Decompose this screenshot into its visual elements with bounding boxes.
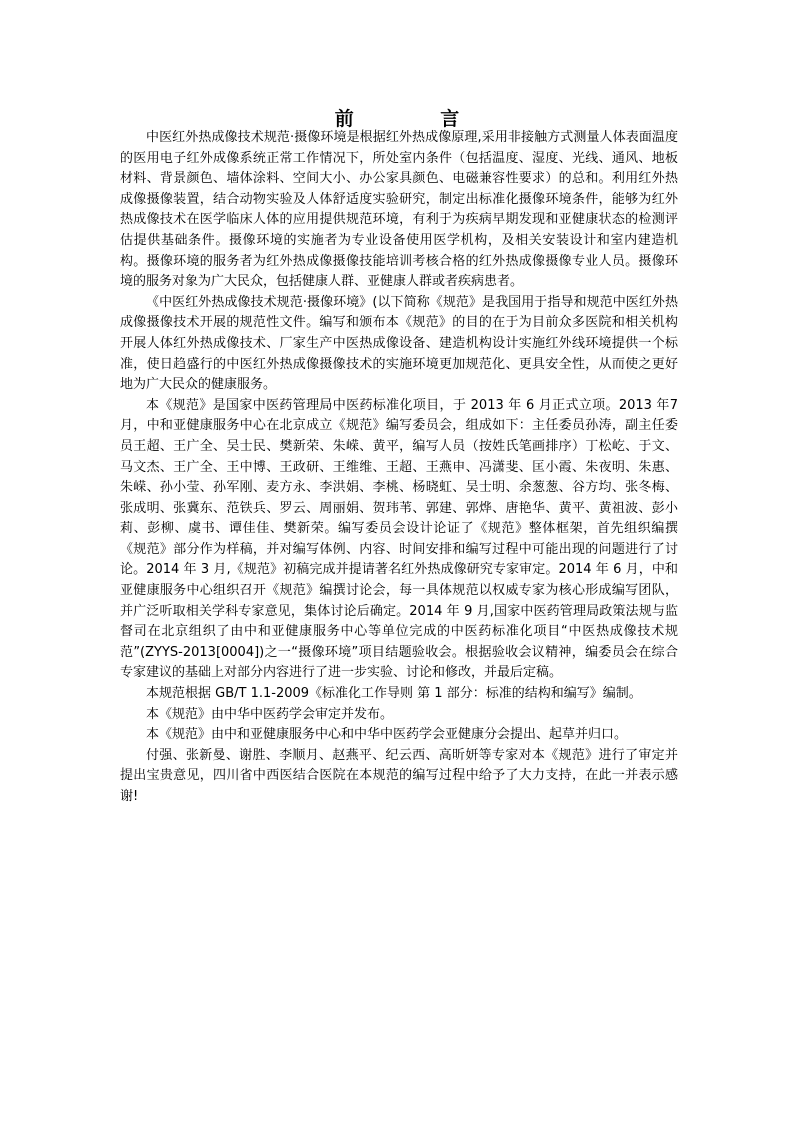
paragraph-purpose: 《中医红外热成像技术规范·摄像环境》(以下简称《规范》是我国用于指导和规范中医红外热成像摄像技术开展的规范性文件。编写和颁布本《规范》的目的在于为目前众多医院和相关机构开展人体红外热成像技术、厂家生产中医热成像设备、建造机构设计实施红外线环境提供一个标准，使日趋盛行的中医红外热成像摄像技术的实施环境更加规范化、更具安全性，从而使之更好地为广大民众的健康服务。 (120, 294, 678, 393)
document-body (120, 128, 678, 808)
page-title: 前 言 (334, 108, 500, 130)
paragraph-publisher: 本《规范》由中华中医药学会审定并发布。 (146, 706, 394, 722)
paragraph-definition: 中医红外热成像技术规范·摄像环境是根据红外热成像原理,采用非接触方式测量人体表面温度的医用电子红外成像系统正常工作情况下，所处室内条件（包括温度、湿度、光线、通风、地板材料、背景颜色、墙体涂料、空间大小、办公家具颜色、电磁兼容性要求）的总和。利用红外热成像摄像装置，结合动物实验及人体舒适度实验研究，制定出标准化摄像环境条件，能够为红外热成像技术在医学临床人体的应用提供规范环境，有利于为疾病早期发现和亚健康状态的检测评估提供基础条件。摄像环境的实施者为专业设备使用医学机构，及相关安装设计和室内建造机构。摄像环境的服务者为红外热成像摄像技能培训考核合格的红外热成像摄像专业人员。摄像环境的服务对象为广大民众，包括健康人群、亚健康人群或者疾病患者。 (120, 130, 678, 290)
paragraph-standard-basis: 本规范根据 GB/T 1.1-2009《标准化工作导则 第 1 部分：标准的结构和编写》编制。 (146, 686, 642, 702)
paragraph-proposer: 本《规范》由中和亚健康服务中心和中华中医药学会亚健康分会提出、起草并归口。 (146, 727, 628, 743)
paragraph-history: 本《规范》是国家中医药管理局中医药标准化项目，于 2013 年 6 月正式立项。2013 年7月，中和亚健康服务中心在北京成立《规范》编写委员会，组成如下：主任委员孙涛，副主任委员王超、王广全、吴士民、樊新荣、朱嵘、黄平，编写人员（按姓氏笔画排序）丁松屹、于文、马文杰、王广全、王中博、王政研、王维维、王超、王燕申、冯潇斐、匡小霞、朱夜明、朱惠、朱嵘、孙小莹、孙军刚、麦方永、李洪娟、李桃、杨晓虹、吴士明、余葱葱、谷方均、张冬梅、张成明、张冀东、范铁兵、罗云、周丽娟、贺玮苇、郭建、郭烨、唐艳华、黄平、黄祖波、彭小莉、彭柳、虞书、谭佳佳、樊新荣。编写委员会设计论证了《规范》整体框架，首先组织编撰《规范》部分作为样稿，并对编写体例、内容、时间安排和编写过程中可能出现的问题进行了讨论。2014 年 3 月,《规范》初稿完成并提请著名红外热成像研究专家审定。2014 年 6 月，中和亚健康服务中心组织召开《规范》编撰讨论会，每一具体规范以权威专家为核心形成编写团队，并广泛听取相关学科专家意见，集体讨论后确定。2014 年 9 月,国家中医药管理局政策法规与监督司在北京组织了由中和亚健康服务中心等单位完成的中医药标准化项目“中医热成像技术规范”(ZYYS-2013[0004])之一“摄像环境”项目结题验收会。根据验收会议精神，编委员会在综合专家建议的基础上对部分内容进行了进一步实验、讨论和修改，并最后定稿。 (120, 397, 678, 681)
paragraph-acknowledgements: 付强、张新曼、谢胜、李顺月、赵燕平、纪云西、高昕妍等专家对本《规范》进行了审定并提出宝贵意见，四川省中西医结合医院在本规范的编写过程中给予了大力支持，在此一并表示感谢! (120, 747, 678, 804)
